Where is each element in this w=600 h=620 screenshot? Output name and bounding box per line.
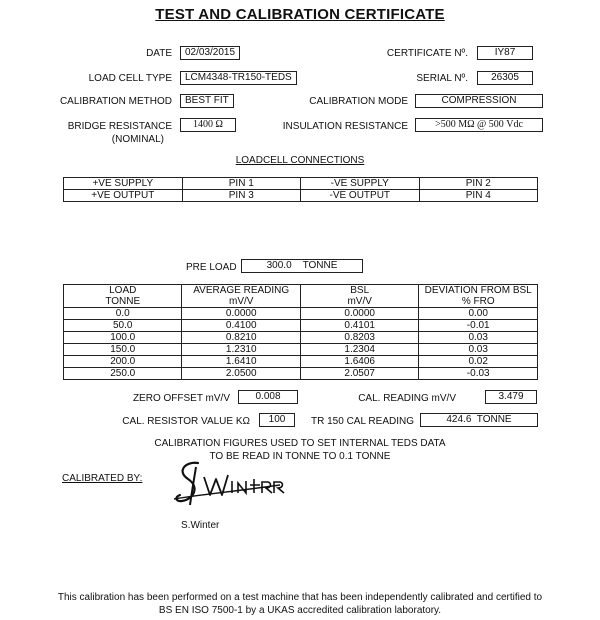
preload-value: 300.0 TONNE (241, 259, 363, 273)
cell-load: 100.0 (64, 332, 182, 344)
cell-bsl: 0.4101 (300, 320, 418, 332)
certificate-number-value: IY87 (477, 46, 533, 60)
certificate-title: TEST AND CALIBRATION CERTIFICATE (155, 6, 445, 23)
connection-pin: PIN 1 (182, 178, 300, 190)
handwritten-signature (168, 455, 288, 510)
insulation-resistance-label: INSULATION RESISTANCE (282, 121, 408, 132)
connection-label: -VE OUTPUT (300, 190, 419, 202)
calibration-mode-label: CALIBRATION MODE (309, 96, 408, 107)
date-value: 02/03/2015 (180, 46, 240, 60)
cell-load: 150.0 (64, 344, 182, 356)
certificate-number-label: CERTIFICATE Nº. (386, 48, 468, 59)
tr150-cal-reading-label: TR 150 CAL READING (311, 416, 414, 427)
bridge-resistance-nominal-label: (NOMINAL) (111, 134, 164, 145)
footer-line1: This calibration has been performed on a test machine that has been independently calibrated and certified to (57, 592, 543, 603)
cell-bsl: 1.6406 (300, 356, 418, 368)
connection-pin: PIN 4 (419, 190, 537, 202)
cell-load: 0.0 (64, 308, 182, 320)
table-row (64, 344, 538, 356)
serial-number-value: 26305 (477, 71, 533, 85)
bridge-resistance-label: BRIDGE RESISTANCE (67, 121, 172, 132)
bridge-resistance-value: 1400 Ω (180, 118, 236, 132)
header-deviation: DEVIATION FROM BSL % FRO (419, 285, 538, 308)
table-row (64, 308, 538, 320)
cell-deviation: 0.02 (419, 356, 538, 368)
insulation-resistance-value: >500 MΩ @ 500 Vdc (415, 118, 543, 132)
header-average-reading: AVERAGE READING mV/V (182, 285, 301, 308)
connection-label: +VE OUTPUT (64, 190, 183, 202)
cell-bsl: 0.8203 (300, 332, 418, 344)
preload-label: PRE LOAD (186, 262, 237, 273)
calibrated-by-label: CALIBRATED BY: (62, 473, 143, 484)
cal-resistor-label: CAL. RESISTOR VALUE KΩ (122, 416, 250, 427)
calibrator-name: S.Winter (181, 520, 220, 531)
calibration-mode-value: COMPRESSION (415, 94, 543, 108)
header-load: LOAD TONNE (64, 285, 182, 308)
connections-table (63, 177, 538, 202)
cal-reading-value: 3.479 (485, 390, 537, 404)
table-row (64, 356, 538, 368)
teds-note-line1: CALIBRATION FIGURES USED TO SET INTERNAL TEDS DATA (154, 438, 446, 449)
cell-load: 50.0 (64, 320, 182, 332)
cell-bsl: 2.0507 (300, 368, 418, 380)
connections-row (64, 190, 538, 202)
cell-bsl: 0.0000 (300, 308, 418, 320)
connection-pin: PIN 2 (419, 178, 537, 190)
calibration-method-label: CALIBRATION METHOD (59, 96, 172, 107)
date-label: DATE (146, 48, 172, 59)
cell-average: 1.2310 (182, 344, 301, 356)
zero-offset-label: ZERO OFFSET mV/V (132, 393, 230, 404)
cell-deviation: 0.00 (419, 308, 538, 320)
header-bsl: BSL mV/V (300, 285, 418, 308)
cell-average: 1.6410 (182, 356, 301, 368)
calibration-method-value: BEST FIT (180, 94, 234, 108)
cell-deviation: -0.01 (419, 320, 538, 332)
table-row (64, 368, 538, 380)
footer-line2: BS EN ISO 7500-1 by a UKAS accredited calibration laboratory. (158, 605, 442, 616)
table-row (64, 320, 538, 332)
connection-label: +VE SUPPLY (64, 178, 183, 190)
cal-resistor-value: 100 (259, 413, 295, 427)
teds-note-line2: TO BE READ IN TONNE TO 0.1 TONNE (209, 451, 391, 462)
load-cell-type-label: LOAD CELL TYPE (88, 73, 172, 84)
cell-deviation: 0.03 (419, 332, 538, 344)
cell-average: 2.0500 (182, 368, 301, 380)
cal-reading-label: CAL. READING mV/V (358, 393, 456, 404)
loadcell-connections-heading: LOADCELL CONNECTIONS (235, 155, 365, 166)
connections-row (64, 178, 538, 190)
load-cell-type-value: LCM4348-TR150-TEDS (180, 71, 297, 85)
connection-pin: PIN 3 (182, 190, 300, 202)
serial-number-label: SERIAL Nº. (416, 73, 468, 84)
cell-deviation: -0.03 (419, 368, 538, 380)
cell-deviation: 0.03 (419, 344, 538, 356)
cell-bsl: 1.2304 (300, 344, 418, 356)
table-row (64, 332, 538, 344)
readings-table (63, 284, 538, 380)
connection-label: -VE SUPPLY (300, 178, 419, 190)
zero-offset-value: 0.008 (238, 390, 298, 404)
cell-load: 200.0 (64, 356, 182, 368)
readings-header-row (64, 285, 538, 308)
cell-load: 250.0 (64, 368, 182, 380)
tr150-cal-reading-value: 424.6 TONNE (420, 413, 538, 427)
cell-average: 0.0000 (182, 308, 301, 320)
cell-average: 0.8210 (182, 332, 301, 344)
cell-average: 0.4100 (182, 320, 301, 332)
